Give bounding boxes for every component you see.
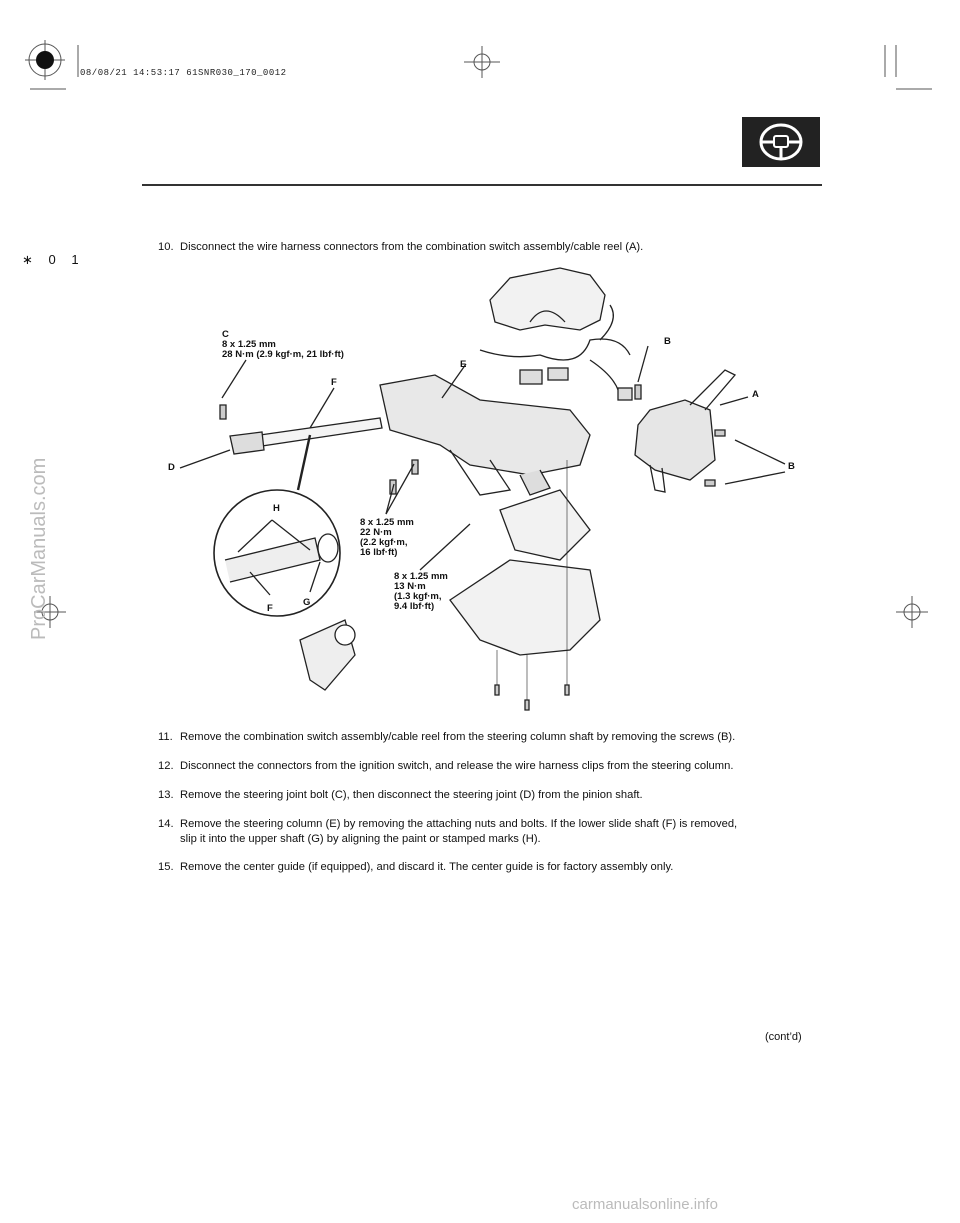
step-14: 14. Remove the steering column (E) by removing the attaching nuts and bolts. If the lower slide shaft (F) is removed, slip it into the upper shaft (G) by aligning the paint or stamped marks (H). [158,818,738,845]
step-10: 10. Disconnect the wire harness connectors from the combination switch assembly/cable reel (A). [158,241,644,253]
steering-column-diagram [150,260,810,720]
label-d: D [168,462,175,473]
spec-mid-lbf: 16 lbf·ft) [360,547,398,558]
lower-slide-shaft [260,418,382,446]
label-h: H [273,503,280,514]
spec-mid-torque: 22 N·m [360,527,392,538]
steering-wheel-icon [742,117,820,167]
label-g: G [303,597,311,608]
watermark-bottom: carmanualsonline.info [572,1196,718,1213]
lower-column-cover-upper [500,490,590,560]
label-a: A [752,389,759,400]
spec-low-kgf: (1.3 kgf·m, [394,591,442,602]
print-stamp: 08/08/21 14:53:17 61SNR030_170_0012 [80,68,287,78]
label-b-right: B [788,461,795,472]
step-11: 11. Remove the combination switch assembly/cable reel from the steering column shaft by removing the screws (B). [158,731,736,743]
spec-mid-size: 8 x 1.25 mm [360,517,414,528]
spec-low-lbf: 9.4 lbf·ft) [394,601,435,612]
spec-low-size: 8 x 1.25 mm [394,571,448,582]
label-e: E [460,359,467,370]
spec-mid-kgf: (2.2 kgf·m, [360,537,408,548]
spec-c-size: 8 x 1.25 mm [222,339,276,350]
header-rule [142,184,822,186]
section-icon-box [742,117,820,167]
continued-note: (cont’d) [765,1031,802,1043]
upper-column-cover [490,268,605,330]
combination-switch-assembly [635,400,715,480]
step-12: 12. Disconnect the connectors from the ignition switch, and release the wire harness clips from the steering column. [158,760,734,772]
label-f-top: F [331,377,337,388]
steering-joint [230,432,264,454]
spec-c-torque: 28 N·m (2.9 kgf·m, 21 lbf·ft) [222,349,344,360]
watermark-left: ProCarManuals.com [28,457,50,640]
lower-column-cover [450,560,600,655]
spec-low-torque: 13 N·m [394,581,426,592]
step-15: 15. Remove the center guide (if equipped), and discard it. The center guide is for factory assembly only. [158,861,674,873]
step-13: 13. Remove the steering joint bolt (C), then disconnect the steering joint (D) from the pinion shaft. [158,789,643,801]
side-revision-mark: ∗ 0 1 [22,252,85,267]
label-b-top: B [664,336,671,347]
label-f-detail: F [267,603,273,614]
label-c: C [222,329,229,340]
